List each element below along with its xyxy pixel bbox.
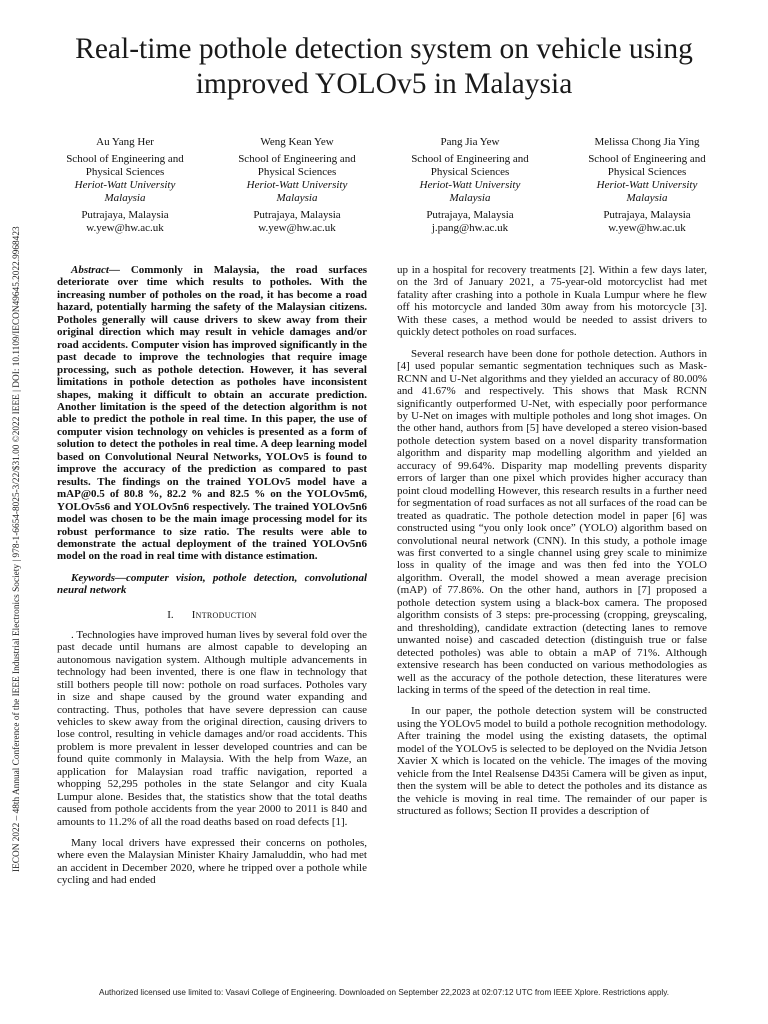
author-name: Pang Jia Yew — [440, 136, 500, 148]
body-paragraph: Several research have been done for pothole detection. Authors in [4] used popular semantic segmentation techniques such as Mask-RCNN and U-Net algorithms and they yielded an accuracy of 80.00% and 41.67% and respectively. This shows that Mask RCNN significantly outperformed U-Net, with especially poor performance by U-Net on images with multiple potholes and long shot images. On the other hand, authors from [5] have developed a stereo vision-based pothole detection system based on a novel disparity transformation algorithm and disparity map modelling algorithm and yielded an accuracy of 99.64%. Disparity map modelling prevents disparity errors of larger than one pixel which provides higher accuracy than point cloud modelling However, this research results in a further need for segmentation of road surfaces as not all surfaces of the road can be treated as quadratic. The pothole detection model in paper [6] was constructed using “you only look once” (YOLO) algorithm based on convolutional neural network (CNN). In this study, a pothole image was first converted to a single channel using grey scale to minimize loss in quality of the image and was then fed into the YOLO algorithm. Overall, the model showed a mean average precision (mAP) of 77.86%. On the other hand, authors in [7] proposed a pothole detection system using a black-box camera. The proposed algorithm consists of 3 steps: pre-processing (cropping, greyscaling, and thresholding), candidate extraction (detecting lanes to remove unwanted noise) and cascaded detection (distinguish true or false detected potholes) was able to obtain a mAP of 71%. Although extensive research has been conducted on various methodologies as well as the accuracy of the pothole detection, these literatures were lacking in terms of the speed of the detection in real time. — [397, 347, 708, 696]
section-number: I. — [167, 608, 174, 621]
author-block-2 — [222, 136, 372, 235]
section-heading — [57, 609, 367, 621]
author-country: Malaysia — [104, 192, 146, 204]
author-email: w.yew@hw.ac.uk — [258, 222, 336, 234]
author-block-1 — [50, 136, 200, 235]
author-dept-line: School of Engineering and — [66, 153, 184, 165]
body-paragraph: up in a hospital for recovery treatments [2]. Within a few days later, on the 3rd of January 2021, a 75-year-old motorcyclist had met fatality after crashing into a pothole in Kuala Lumpur where he flew off his motorcycle and landed 30m away from his motorcycle [3]. With these cases, a method would be needed to assist drivers to quickly detect potholes on road surfaces. — [397, 264, 707, 339]
author-block-3 — [395, 136, 545, 235]
body-paragraph: In our paper, the pothole detection system will be constructed using the YOLOv5 model to build a pothole recognition methodology. After training the model using the existing datasets, the optimal model of the YOLOv5 is selected to be deployed on the Nvidia Jetson Xavier X which is located on the vehicle. The images of the moving vehicle from the Intel Realsense D435i Camera will be given as input, then the system will be able to detect the potholes and its distance as the vehicle is moving in real time. The remainder of our paper is structured as follows; Section II provides a description of — [397, 705, 707, 818]
abstract — [57, 264, 367, 563]
author-block-4 — [572, 136, 722, 235]
author-city: Putrajaya, Malaysia — [253, 209, 341, 221]
author-country: Malaysia — [449, 192, 491, 204]
author-university: Heriot-Watt University — [246, 179, 348, 191]
author-city: Putrajaya, Malaysia — [603, 209, 691, 221]
author-city: Putrajaya, Malaysia — [426, 209, 514, 221]
author-country: Malaysia — [626, 192, 668, 204]
author-email: w.yew@hw.ac.uk — [608, 222, 686, 234]
section-title: Introduction — [191, 608, 257, 621]
author-university: Heriot-Watt University — [74, 179, 176, 191]
author-name: Weng Kean Yew — [260, 136, 334, 148]
right-column — [397, 264, 707, 826]
abstract-text: — Commonly in Malaysia, the road surfaces deteriorate over time which results to potholes. With the increasing number of potholes on the road, it has become a road hazard, potentially harming the safety of the Malaysian citizens. Potholes generally will cause drivers to skew away from their original direction which may result in vehicle damages and/or road accidents. Computer vision has improved significantly in the past decade to improve the technologies that require image processing, such as pothole detection. However, it has several limitations in pothole detection as potholes have inconsistent shapes, making it difficult to obtain an accurate prediction. Another limitation is the speed of the detection algorithm is not able to predict the pothole in real time. In this paper, the use of computer vision technology on vehicles is presented as a form of solution to detect the potholes in real time. A deep learning model based on Convolutional Neural Networks, YOLOv5 is found to improve the accuracy of the prediction as compared to past results. The findings on the trained YOLOv5 model have a mAP@0.5 of 80.8 %, 82.2 % and 82.5 % on the YOLOv5m6, YOLOv5s6 and YOLOv5n6 respectively. The trained YOLOv5n6 model was chosen to be the main image processing model for its robust performance to size ratio. The results were able to demonstrate the actual deployment of the trained YOLOv5n6 model on the road in real time with distance estimation. — [57, 264, 367, 563]
paper-title: Real-time pothole detection system on vehicle using improved YOLOv5 in Malaysia — [75, 33, 693, 100]
abstract-label: Abstract — [71, 264, 109, 276]
left-column — [57, 264, 367, 896]
author-dept-line: Physical Sciences — [257, 166, 337, 178]
author-name: Melissa Chong Jia Ying — [594, 136, 700, 148]
author-dept-line: Physical Sciences — [85, 166, 165, 178]
keywords: Keywords—computer vision, pothole detection, convolutional neural network — [57, 571, 367, 597]
author-dept-line: Physical Sciences — [430, 166, 510, 178]
author-dept-line: School of Engineering and — [588, 153, 706, 165]
author-dept-line: School of Engineering and — [238, 153, 356, 165]
author-country: Malaysia — [276, 192, 318, 204]
download-footer: Authorized licensed use limited to: Vasavi College of Engineering. Downloaded on September 22,2023 at 02:07:12 UTC from IEEE Xplore. Restrictions apply. — [99, 988, 669, 997]
author-email: w.yew@hw.ac.uk — [86, 222, 164, 234]
author-dept-line: School of Engineering and — [411, 153, 529, 165]
author-name: Au Yang Her — [96, 136, 154, 148]
body-paragraph: . Technologies have improved human lives by several fold over the past decade until humans are almost capable to developing an autonomous navigation system. Although multiple advancements in technology had been invented, there is one flaw in technology that still bothers people till now: pothole on road surfaces. Potholes vary in size and shape caused by the ground water expanding and contracting. Thus, potholes that have severe depression can cause vehicles to skew away from the original direction, causing drivers to lose control, resulting in vehicle damages and/or road accidents. This problem is more prevalent in lesser developed countries and can be found quite commonly in Malaysia. With the help from Waze, an application for Malaysian road traffic navigation, reported a whopping 52,295 potholes in the state Selangor and city Kuala Lumpur alone. Besides that, the statistics show that the total deaths caused from pothole accidents from the year 2000 to 2011 is 840 and amounts to 11.2% of all the road deaths based on road defects [1]. — [57, 628, 367, 828]
author-university: Heriot-Watt University — [419, 179, 521, 191]
body-paragraph: Many local drivers have expressed their concerns on potholes, where even the Malaysian Minister Khairy Jamaluddin, who had met an accident in December 2020, where he tripped over a pothole while cycling and had ended — [57, 837, 367, 887]
author-dept-line: Physical Sciences — [607, 166, 687, 178]
author-email: j.pang@hw.ac.uk — [431, 222, 509, 234]
author-university: Heriot-Watt University — [596, 179, 698, 191]
author-city: Putrajaya, Malaysia — [81, 209, 169, 221]
conference-sidebar: IECON 2022 – 48th Annual Conference of the IEEE Industrial Electronics Society | 978-1-6654-8025-3/22/$31.00 ©2022 IEEE | DOI: 10.1109/IECON49645.2022.9968423 — [12, 226, 22, 872]
